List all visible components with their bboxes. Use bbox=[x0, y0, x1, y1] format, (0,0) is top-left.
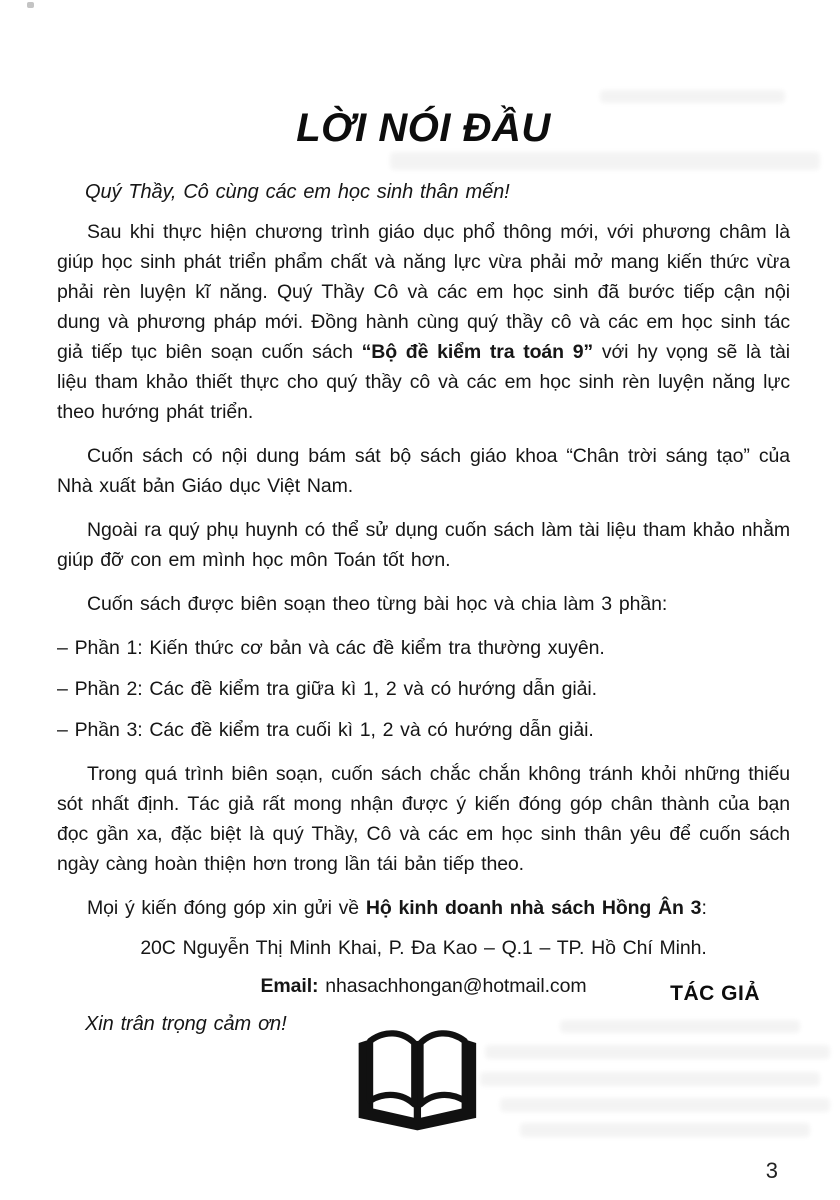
bleed-through-artifact bbox=[480, 1072, 820, 1086]
paragraph-structure: Cuốn sách được biên soạn theo từng bài học và chia làm 3 phần: bbox=[87, 593, 668, 615]
paragraph-source: Cuốn sách có nội dung bám sát bộ sách giáo khoa “Chân trời sáng tạo” của Nhà xuất bản Giáo dục Việt Nam. bbox=[57, 445, 790, 497]
paragraph-apology: Trong quá trình biên soạn, cuốn sách chắc chắn không tránh khỏi những thiếu sót nhất định. Tác giả rất mong nhận được ý kiến đóng góp chân thành của bạn đọc gần xa, đặc biệt là quý Thầy, Cô và các em học sinh thân yêu để cuốn sách ngày càng hoàn thiện hơn trong lần tái bản tiếp theo. bbox=[57, 763, 790, 875]
feedback-text: Mọi ý kiến đóng góp xin gửi về bbox=[87, 897, 366, 919]
bleed-through-artifact bbox=[600, 90, 785, 103]
publisher-name-emphasis: Hộ kinh doanh nhà sách Hồng Ân 3 bbox=[365, 897, 702, 919]
author-signature: TÁC GIẢ bbox=[670, 982, 760, 1005]
salutation-line: Quý Thầy, Cô cùng các em học sinh thân mến! bbox=[85, 181, 510, 203]
bleed-through-artifact bbox=[520, 1123, 810, 1137]
scan-speck-artifact bbox=[27, 2, 34, 8]
paragraph-intro-text-end: với hy vọng sẽ là tài liệu tham khảo thiết thực cho quý thầy cô và các em học sinh rèn luyện năng lực theo hướng phát triển. bbox=[57, 341, 790, 423]
bleed-through-artifact bbox=[485, 1045, 830, 1059]
list-item-part-3: – Phần 3: Các đề kiểm tra cuối kì 1, 2 và có hướng dẫn giải. bbox=[57, 719, 594, 741]
address-line: 20C Nguyễn Thị Minh Khai, P. Đa Kao – Q.1 – TP. Hồ Chí Minh. bbox=[140, 937, 707, 959]
page-number: 3 bbox=[765, 1158, 778, 1183]
paragraph-parents: Ngoài ra quý phụ huynh có thể sử dụng cuốn sách làm tài liệu tham khảo nhằm giúp đỡ con em mình học môn Toán tốt hơn. bbox=[57, 519, 790, 571]
email-label: Email: bbox=[260, 975, 319, 997]
paragraph-feedback bbox=[57, 893, 790, 923]
document-body bbox=[57, 177, 790, 1039]
paragraph-intro bbox=[57, 217, 790, 427]
list-item-part-2: – Phần 2: Các đề kiểm tra giữa kì 1, 2 và có hướng dẫn giải. bbox=[57, 678, 597, 700]
open-book-icon bbox=[352, 1026, 482, 1136]
paragraph-intro-text: Sau khi thực hiện chương trình giáo dục phổ thông mới, với phương châm là giúp học sinh phát triển phẩm chất và năng lực vừa phải mở mang kiến thức vừa phải rèn luyện kĩ năng. Quý Thầy Cô và các em học sinh đã bước tiếp cận nội dung và phương pháp mới. Đồng hành cùng quý thầy cô và các em học sinh tác giả tiếp tục biên soạn cuốn sách bbox=[57, 221, 790, 363]
book-title-emphasis: “Bộ đề kiểm tra toán 9” bbox=[361, 341, 594, 363]
bleed-through-artifact bbox=[390, 152, 820, 170]
email-value: nhasachhongan@hotmail.com bbox=[318, 975, 587, 997]
feedback-text-end: : bbox=[701, 897, 707, 919]
page-title: LỜI NÓI ĐẦU bbox=[296, 106, 551, 150]
list-item-part-1: – Phần 1: Kiến thức cơ bản và các đề kiểm tra thường xuyên. bbox=[57, 637, 605, 659]
closing-line: Xin trân trọng cảm ơn! bbox=[85, 1013, 287, 1035]
bleed-through-artifact bbox=[500, 1098, 830, 1112]
